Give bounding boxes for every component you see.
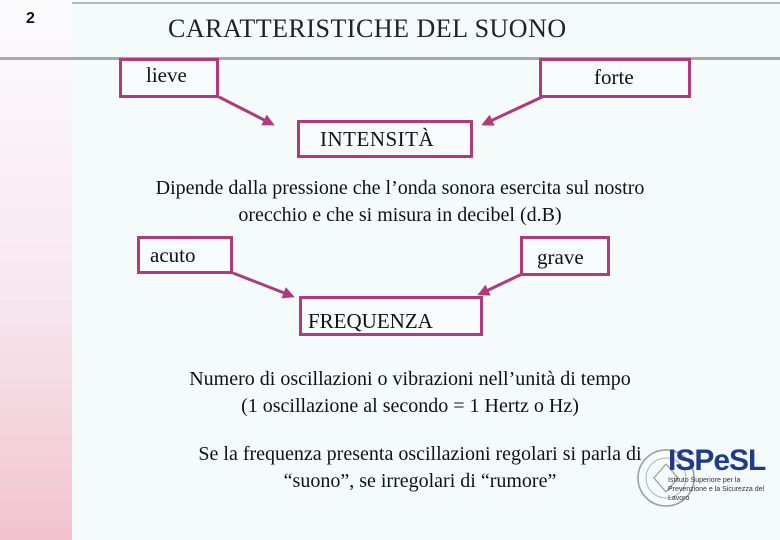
slide-title: CARATTERISTICHE DEL SUONO [168,14,567,43]
sound-noise-note-line2: “suono”, se irregolari di “rumore” [283,470,557,492]
arrow-acuto-to-frequenza [233,273,292,296]
intensity-description-line1: Dipende dalla pressione che l’onda sonora esercita sul nostro [155,177,645,199]
label-forte: forte [594,65,634,89]
label-acuto: acuto [150,243,196,267]
label-grave: grave [537,245,584,269]
frequency-description-line1: Numero di oscillazioni o vibrazioni nell’unità di tempo [189,368,631,390]
label-frequenza: FREQUENZA [308,309,433,333]
arrow-grave-to-frequenza [480,274,522,294]
label-lieve: lieve [146,63,187,87]
intensity-description-line2: orecchio e che si misura in decibel (d.B) [238,204,562,226]
arrow-forte-to-intensita [484,97,542,124]
frequency-description-line2: (1 oscillazione al secondo = 1 Hertz o Hz) [241,395,579,417]
ispesl-logo-subtitle: Istituto Superiore per la Prevenzione e la Sicurezza del Lavoro [668,477,765,502]
sound-noise-note-line1: Se la frequenza presenta oscillazioni regolari si parla di [198,443,642,465]
arrow-lieve-to-intensita [219,97,272,124]
ispesl-logo-text: ISPeSL [668,444,766,477]
slide-number: 2 [26,10,35,27]
label-intensita: INTENSITÀ [320,127,435,151]
